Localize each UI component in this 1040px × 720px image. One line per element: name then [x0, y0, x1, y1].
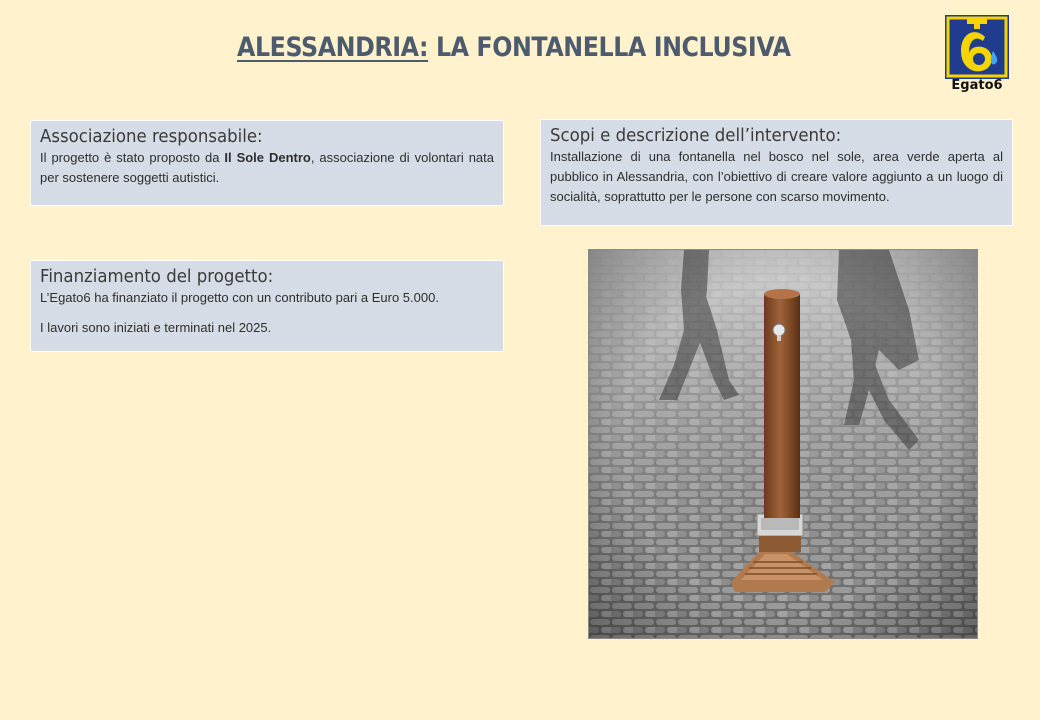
association-heading: Associazione responsabile: — [40, 126, 263, 147]
association-box — [30, 120, 504, 206]
association-text — [40, 148, 494, 188]
drinking-fountain-photo — [588, 249, 978, 639]
title-place: ALESSANDRIA: — [237, 32, 429, 63]
page-title — [237, 32, 791, 63]
association-name: Il Sole Dentro — [224, 150, 311, 165]
faucet-drop-logo-icon — [945, 15, 1009, 79]
funding-line-2: I lavori sono iniziati e terminati nel 2025. — [40, 320, 272, 335]
funding-line-1: L’Egato6 ha finanziato il progetto con un contributo pari a Euro 5.000. — [40, 290, 439, 305]
logo-text: Egato6 — [951, 78, 1003, 93]
association-text-before: Il progetto è stato proposto da — [40, 150, 225, 165]
association-text-after: , associazione di volontari nata per sostenere soggetti autistici. — [40, 150, 494, 185]
title-rest: LA FONTANELLA INCLUSIVA — [428, 32, 791, 63]
egato6-logo — [944, 15, 1010, 96]
funding-box — [30, 260, 504, 352]
funding-heading: Finanziamento del progetto: — [40, 266, 274, 287]
scope-box — [540, 119, 1013, 226]
scope-heading: Scopi e descrizione dell’intervento: — [550, 125, 842, 146]
scope-text: Installazione di una fontanella nel bosco nel sole, area verde aperta al pubblico in Alessandria, con l’obiettivo di creare valore aggiunto a un luogo di socialità, soprattutto per le persone con scarso movimento. — [550, 149, 1003, 204]
